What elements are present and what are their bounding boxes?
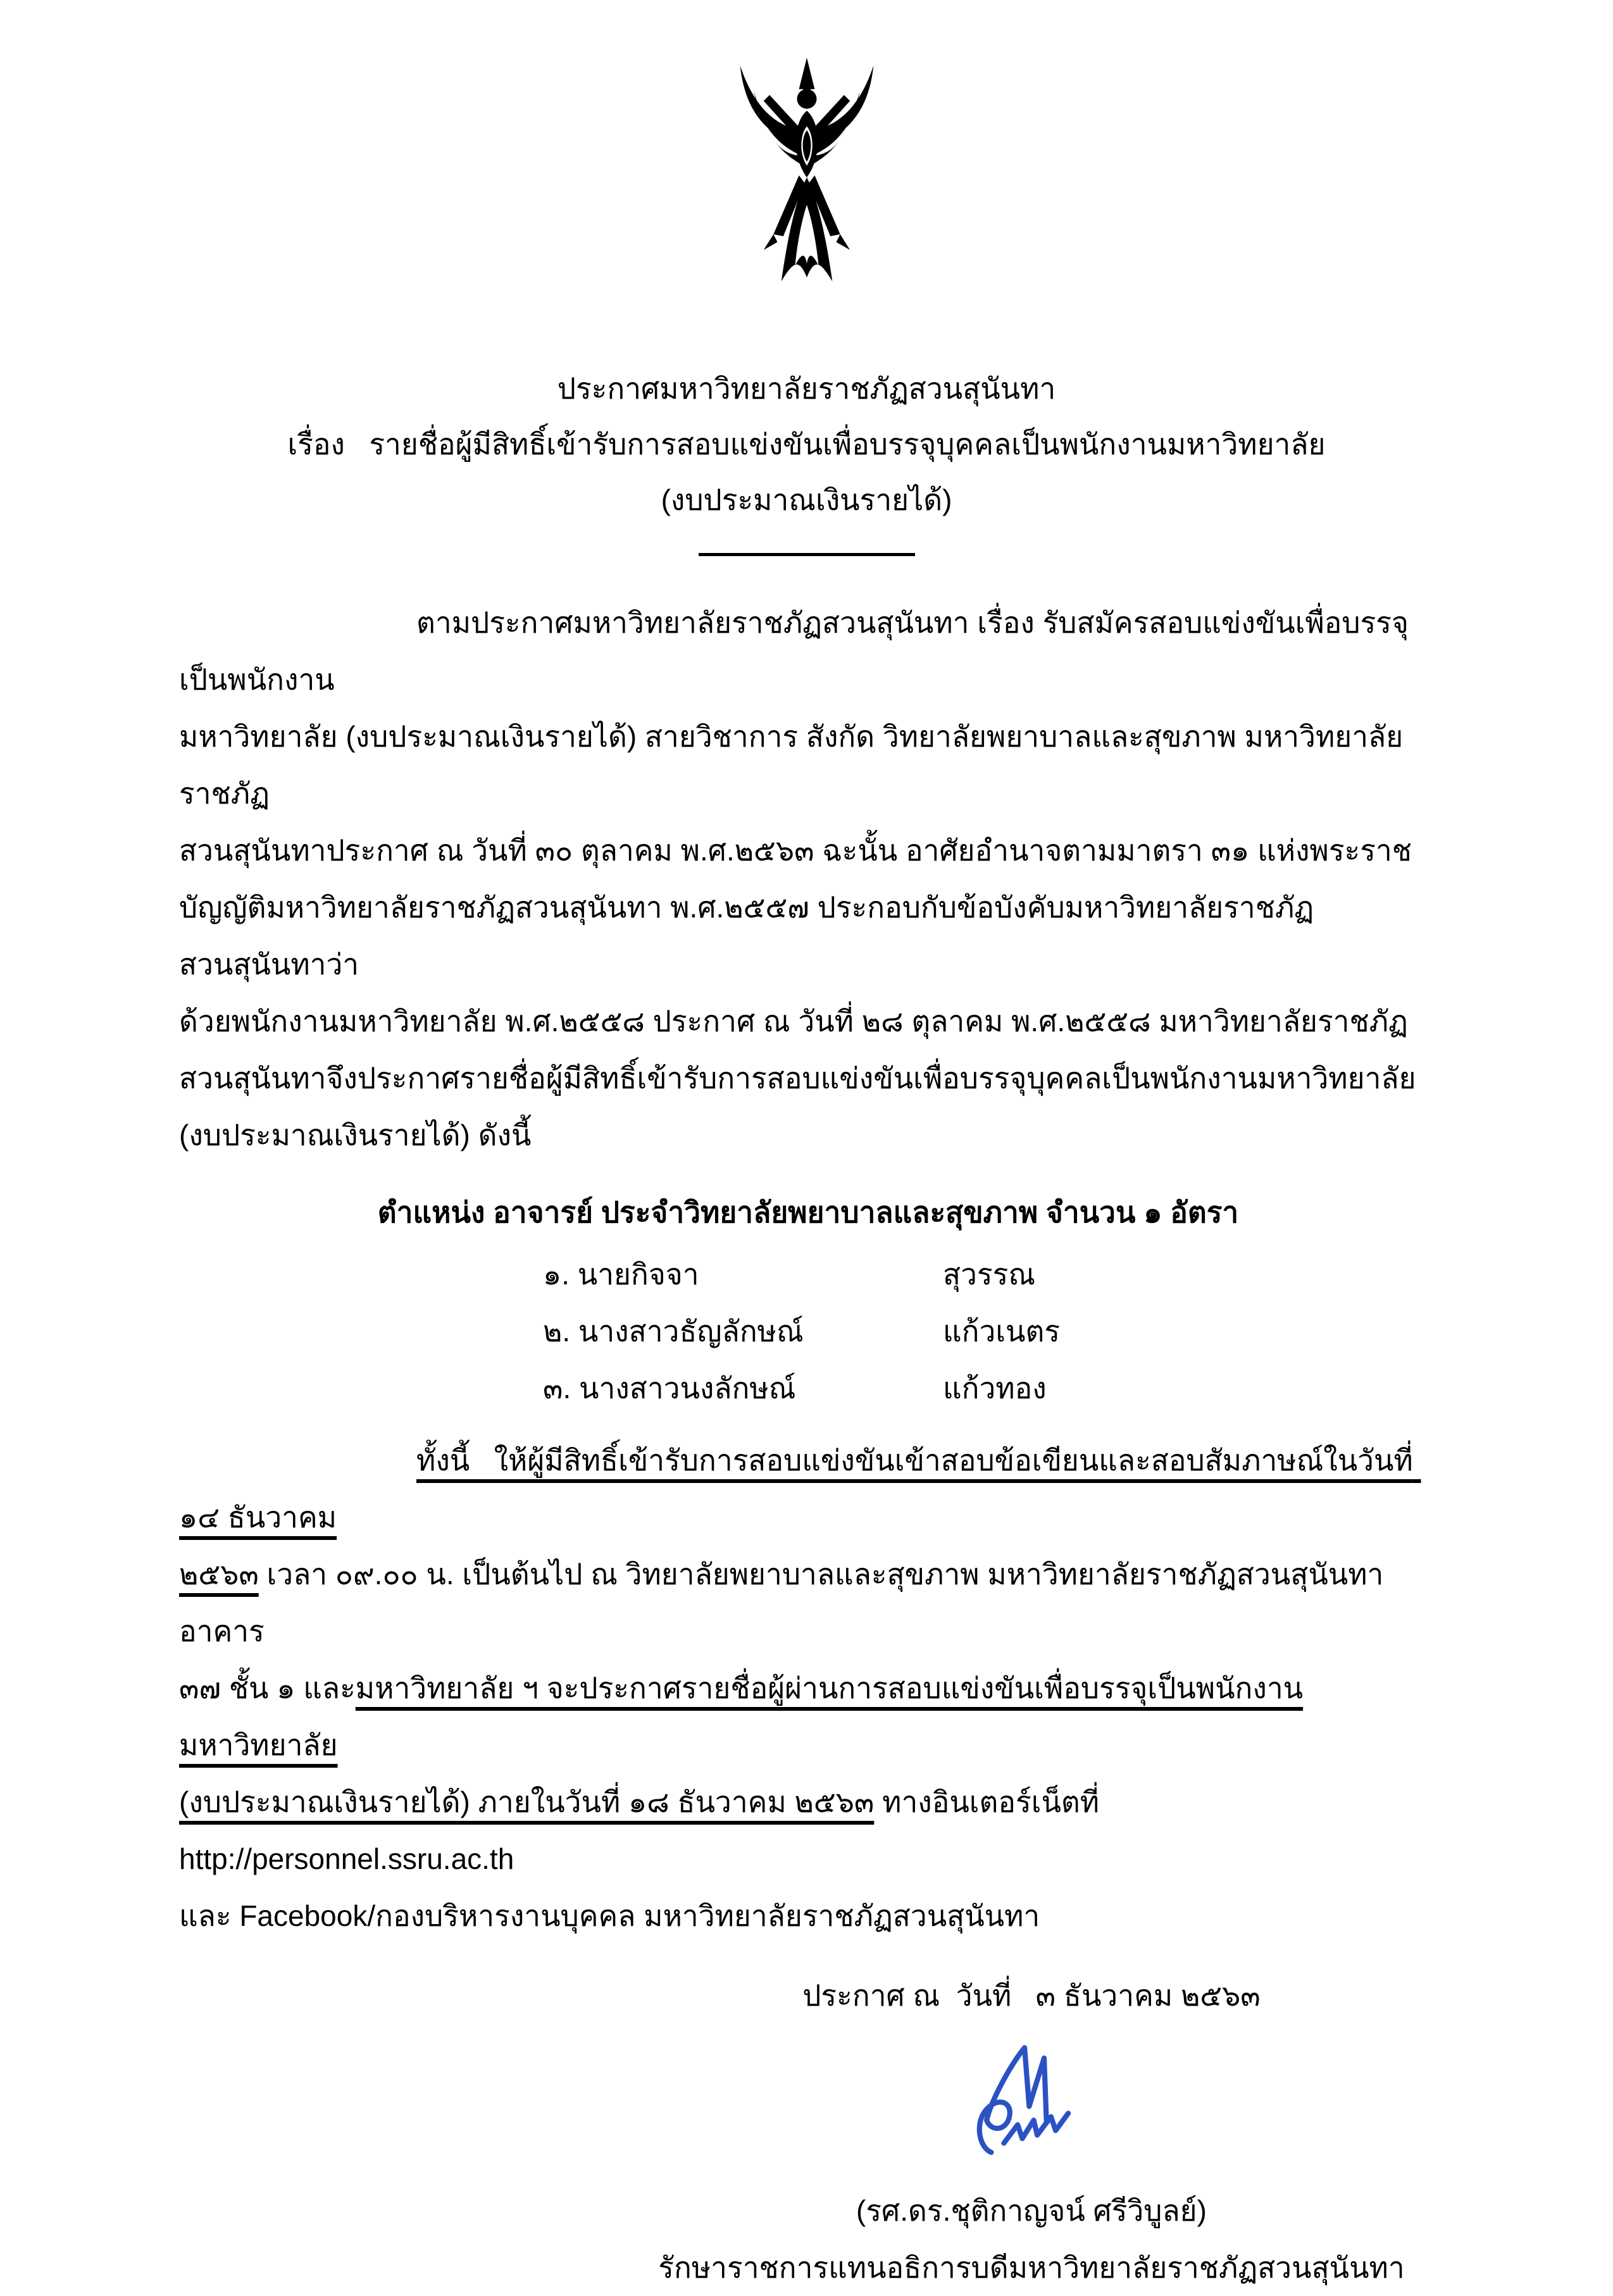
applicant-row bbox=[179, 1303, 1437, 1360]
announcement-date: ประกาศ ณ วันที่ ๓ ธันวาคม ๒๕๖๓ bbox=[802, 1979, 1261, 2012]
paragraph-line bbox=[179, 1660, 1437, 1773]
schedule-paragraph bbox=[179, 1432, 1437, 1944]
paragraph-line: สวนสุนันทาจึงประกาศรายชื่อผู้มีสิทธิ์เข้ารับการสอบแข่งขันเพื่อบรรจุบุคคลเป็นพนักงานมหาวิทยาลัย bbox=[179, 1062, 1416, 1095]
plain-text: เวลา ๐๙.๐๐ น. เป็นต้นไป ณ วิทยาลัยพยาบาลและสุขภาพ มหาวิทยาลัยราชภัฏสวนสุนันทา อาคาร bbox=[179, 1558, 1392, 1648]
plain-text: ๓๗ ชั้น ๑ และ bbox=[179, 1672, 356, 1704]
handwritten-signature bbox=[626, 2033, 1437, 2171]
paragraph-line bbox=[179, 1432, 1437, 1546]
signer-name: (รศ.ดร.ชุติกาญจน์ ศรีวิบูลย์) bbox=[856, 2194, 1207, 2227]
budget-note: (งบประมาณเงินรายได้) bbox=[661, 483, 952, 516]
applicant-list bbox=[179, 1246, 1437, 1417]
position-heading: ตำแหน่ง อาจารย์ ประจำวิทยาลัยพยาบาลและสุขภาพ จำนวน ๑ อัตรา bbox=[377, 1196, 1239, 1229]
paragraph-line: มหาวิทยาลัย (งบประมาณเงินรายได้) สายวิชาการ สังกัด วิทยาลัยพยาบาลและสุขภาพ มหาวิทยาลัยราชภัฏ bbox=[179, 720, 1404, 810]
applicant-number-and-name: ๓. นางสาวนงลักษณ์ bbox=[543, 1372, 796, 1405]
applicant-surname: สุวรรณ bbox=[943, 1258, 1035, 1291]
paragraph-line: สวนสุนันทาประกาศ ณ วันที่ ๓๐ ตุลาคม พ.ศ.๒๕๖๓ ฉะนั้น อาศัยอำนาจตามมาตรา ๓๑ แห่งพระราช bbox=[179, 834, 1412, 867]
paragraph-line: บัญญัติมหาวิทยาลัยราชภัฏสวนสุนันทา พ.ศ.๒๕๕๗ ประกอบกับข้อบังคับมหาวิทยาลัยราชภัฏสวนสุนันทาว่า bbox=[179, 891, 1314, 981]
signer-title: รักษาราชการแทนอธิการบดีมหาวิทยาลัยราชภัฏสวนสุนันทา bbox=[658, 2251, 1405, 2284]
applicant-surname: แก้วทอง bbox=[943, 1372, 1047, 1405]
paragraph-line bbox=[179, 1546, 1437, 1660]
garuda-emblem bbox=[0, 0, 1613, 328]
underlined-text: ทั้งนี้ ให้ผู้มีสิทธิ์เข้ารับการสอบแข่งขันเข้าสอบข้อเขียนและสอบสัมภาษณ์ในวันที่ ๑๔ ธันวาคม bbox=[179, 1444, 1421, 1534]
website-url-text: ทางอินเตอร์เน็ตที่ http://personnel.ssru.ac.th bbox=[179, 1785, 1107, 1875]
underlined-text: ๒๕๖๓ bbox=[179, 1558, 259, 1591]
subject-line: เรื่อง รายชื่อผู้มีสิทธิ์เข้ารับการสอบแข่งขันเพื่อบรรจุบุคคลเป็นพนักงานมหาวิทยาลัย bbox=[287, 428, 1326, 461]
paragraph-line: ตามประกาศมหาวิทยาลัยราชภัฏสวนสุนันทา เรื่อง รับสมัครสอบแข่งขันเพื่อบรรจุเป็นพนักงาน bbox=[179, 606, 1409, 696]
signature-graphic bbox=[968, 2033, 1095, 2171]
announcement-title: ประกาศมหาวิทยาลัยราชภัฏสวนสุนันทา bbox=[557, 372, 1056, 405]
paragraph-line: (งบประมาณเงินรายได้) ดังนี้ bbox=[179, 1119, 532, 1151]
applicant-row bbox=[179, 1360, 1437, 1417]
underlined-text: (งบประมาณเงินรายได้) ภายในวันที่ ๑๘ ธันวาคม ๒๕๖๓ bbox=[179, 1785, 875, 1818]
garuda-emblem-graphic bbox=[709, 56, 905, 325]
document-body bbox=[0, 594, 1613, 2296]
paragraph-line bbox=[179, 1773, 1437, 1887]
applicant-number-and-name: ๒. นางสาวธัญลักษณ์ bbox=[543, 1315, 804, 1348]
signature-block bbox=[626, 1967, 1437, 2296]
applicant-number-and-name: ๑. นายกิจจา bbox=[543, 1258, 699, 1291]
paragraph-line: และ Facebook/กองบริหารงานบุคคล มหาวิทยาลัยราชภัฏสวนสุนันทา bbox=[179, 1899, 1040, 1932]
document-header bbox=[0, 361, 1613, 528]
underlined-text: มหาวิทยาลัย ฯ จะประกาศรายชื่อผู้ผ่านการสอบแข่งขันเพื่อบรรจุเป็นพนักงานมหาวิทยาลัย bbox=[179, 1672, 1304, 1761]
intro-paragraph bbox=[179, 594, 1437, 1164]
applicant-row bbox=[179, 1246, 1437, 1303]
applicant-surname: แก้วเนตร bbox=[943, 1315, 1061, 1348]
title-separator-line bbox=[699, 553, 915, 556]
paragraph-line: ด้วยพนักงานมหาวิทยาลัย พ.ศ.๒๕๕๘ ประกาศ ณ วันที่ ๒๘ ตุลาคม พ.ศ.๒๕๕๘ มหาวิทยาลัยราชภัฏ bbox=[179, 1005, 1408, 1038]
